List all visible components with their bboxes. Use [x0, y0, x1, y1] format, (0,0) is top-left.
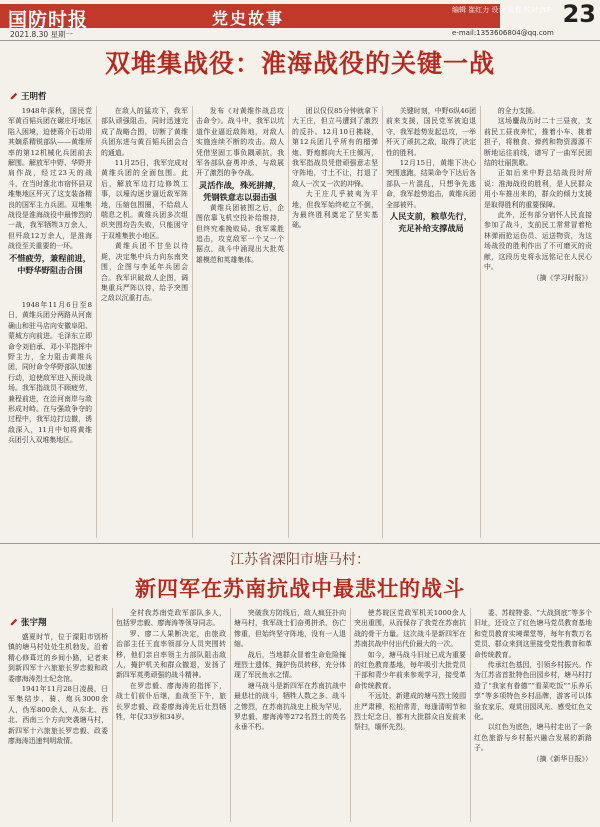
column-divider — [350, 608, 351, 822]
paragraph: 黄维兵团被围之后，企图依靠飞机空投补给维持，但终究难挽败局。我军乘胜追击，攻克敌军一个又一个据点，战斗中涌现出大批英雄模范和英雄集体。 — [196, 203, 284, 264]
article1-source: （摘《学习时报》） — [532, 273, 592, 282]
paper-name: 国防时报 — [8, 9, 89, 31]
paragraph: 以红色为底色，塘马村走出了一条红色旅游与乡村振兴融合发展的新路子。 — [474, 723, 592, 753]
article1-column-4 — [292, 106, 378, 538]
paragraph: 这场鏖战历时二十三昼夜，支前民工昼夜奔忙，推着小车、挑着担子，将粮食、弹药和物资源源不断地运往前线，谱写了一曲军民团结的壮丽凯歌。 — [484, 117, 592, 168]
column-divider — [230, 608, 231, 822]
section-title: 党史故事 — [212, 9, 285, 28]
article2-column-5 — [474, 608, 592, 822]
column-divider — [480, 106, 481, 538]
column-divider — [192, 106, 193, 538]
article2-author: 张宇翔 — [21, 618, 47, 628]
article2-column-1 — [8, 632, 108, 822]
article1-column-1 — [8, 106, 92, 286]
article2-source: （摘《新华日报》） — [532, 754, 592, 763]
article2-title: 新四军在苏南抗战中最悲壮的战斗 — [135, 577, 465, 601]
article2-kicker: 江苏省溧阳市塘马村： — [230, 552, 370, 568]
paragraph: 1941年11月28日凌晨，日军集结步、骑、炮兵3000余人，伪军800余人，从东北、西北、西南三个方向突袭塘马村，新四军十六旅旅长罗忠毅、政委廖海涛迅速判明敌情。 — [8, 685, 108, 746]
paragraph: 1948年深秋，国民党军黄百韬兵团在碾庄圩地区陷入困境，迫使蒋介石动用其嫡系精锐部队——黄维所率的第12机械化兵团前去解围。解放军中野、华野并肩作战，经过23天的战斗，在当时淮北市宿怀县双堆集地区歼灭了这支装备精良的国军主力兵团。双堆集战役是淮海战役中最惨烈的一战，我军牺牲3万余人，但歼敌12万余人，是淮海战役至关重要的一环。 — [8, 107, 92, 251]
paragraph: 不远处，新建成的塘马烈士陵园庄严肃穆，松柏常青，每逢清明节和烈士纪念日，都有大批群众自发前来祭扫，缅怀先烈。 — [354, 692, 466, 732]
article-separator — [0, 543, 600, 544]
column-divider — [382, 106, 383, 538]
paragraph: 在罗忠毅、廖海涛的指挥下，战士们前仆后继，血战至下午，旅长罗忠毅、政委廖海涛先后壮烈牺牲，年仅33岁和34岁。 — [116, 681, 226, 722]
article1-subhead-1: 不惜疲劳，兼程前进，中野华野阻击合围 — [9, 252, 91, 275]
paragraph: 委、苏皖特委、“大战到底”等多个旧址，还设立了红色塘马党员教育基地和党员教育实境课堂等，每年有数万名党员、群众来到这里接受党性教育和革命传统教育。 — [474, 609, 592, 659]
column-divider — [288, 106, 289, 538]
paragraph: 的全力支援。 — [497, 107, 540, 115]
paragraph: 此外，还有部分宿怀人民直接参加了战斗，支前民工常常冒着枪林弹雨抢运伤员、运送物资，为这场战役的胜利作出了不可磨灭的贡献，这段历史将永远铭记在人民心中。 — [484, 211, 592, 272]
pen-icon — [10, 92, 18, 100]
article2-column-2 — [116, 608, 226, 822]
article1-column-2 — [101, 106, 188, 538]
article2-column-4 — [354, 608, 466, 822]
paragraph: 突破我方防线后，敌人疯狂扑向塘马村，我军战士们奋勇拼杀，伤亡惨重，但始终坚守阵地，没有一人退缩。 — [234, 609, 346, 649]
article1-subhead-2: 灵活作战，殊死拼搏，凭钢铁意志以弱击强 — [199, 179, 281, 202]
paragraph: 发布《对黄维作战总攻击命令》。战斗中，我军以坑道作业逼近敌阵地，对敌人实施连续不断的攻击。敌人凭借坚固工事负隅顽抗，我军各部队奋勇冲杀，与敌展开了激烈的争夺战。 — [196, 107, 284, 178]
article1-column-5 — [386, 106, 476, 538]
article1-column-1b — [8, 300, 92, 538]
paragraph: 使苏皖区党政军机关1000余人突出重围，从而保存了我党在苏南抗战的骨干力量。这次战斗是新四军在苏南抗战中付出代价最大的一次。 — [354, 609, 466, 649]
paragraph: 黄维兵团不甘坐以待毙，决定集中兵力向东南突围，企图与李延年兵团会合。我军识破敌人企图，调集重兵严阵以待，给予突围之敌以沉重打击。 — [101, 242, 188, 303]
paragraph: 1948年11月6日至8日，黄维兵团分两路从河南确山和驻马店向安徽阜阳、蒙城方向前进。毛泽东立即命令刘伯承、邓小平指挥中野主力，全力阻击黄维兵团，同时命令华野部队加速行动，迫使敌军进入预设战场。我军指战员不顾疲劳，兼程前进，在浍河南岸与敌形成对峙。在与强敌争夺的过程中，我军边打边撤，诱敌深入，11月中旬将黄维兵团引入双堆集地区。 — [8, 301, 92, 445]
paragraph: 关键时刻，中野6纵46团前来支援，国民党军被迫退守，我军趁势发起总攻，一举歼灭了顽抗之敌，取得了决定性的胜利。 — [386, 107, 476, 157]
column-divider — [470, 608, 471, 822]
paragraph: 12月15日，黄维下决心突围逃跑，结果命令下达后各部队一片混乱，只想争先逃命，我军趁势追击，黄维兵团全部被歼。 — [386, 159, 476, 209]
article1-column-6 — [484, 106, 592, 538]
article2-byline — [10, 616, 47, 628]
pen-icon — [10, 618, 18, 626]
contact-email: e-mail:1353606804@qq.com — [452, 29, 554, 37]
paragraph: 盛夏时节，位于溧阳市别桥镇的塘马村处处生机勃发。沿着精心修葺过的乡间小路，记者来到新四军十六旅旅长罗忠毅和政委廖海涛烈士纪念馆。 — [8, 633, 108, 683]
column-divider — [112, 608, 113, 822]
article1-byline — [10, 90, 47, 102]
paragraph: 战后，当地群众冒着生命危险掩埋烈士遗体，掩护伤员转移，充分体现了军民鱼水之情。 — [234, 650, 346, 680]
article1-column-3 — [196, 106, 284, 538]
article2-column-3 — [234, 608, 346, 822]
paragraph: 罗、廖二人果断决定，由旅政治部主任王直率领部分人员突围转移，他们亲自率领主力部队阻击敌人，掩护机关和群众撤退，发扬了新四军英勇顽强的战斗精神。 — [116, 629, 226, 680]
paragraph: 在敌人的猛攻下，我军部队顽强阻击，同时迅速完成了战略合围，切断了黄维兵团东进与黄百韬兵团会合的通道。 — [101, 107, 188, 157]
paragraph: 塘马战斗是新四军在苏南抗战中最悲壮的战斗，牺牲人数之多、战斗之惨烈，在苏南抗战史上极为罕见，罗忠毅、廖海涛等272名烈士的英名永垂不朽。 — [234, 681, 346, 732]
column-divider — [96, 106, 97, 538]
paragraph: 正如后来中野总结战役时所说：淮海战役的胜利，是人民群众用小车推出来的，群众的倾力支援是取得胜利的重要保障。 — [484, 169, 592, 209]
page-number: 23 — [562, 0, 596, 28]
article1-title: 双堆集战役：淮海战役的关键一战 — [104, 49, 495, 78]
paragraph: 如今，塘马战斗旧址已成为重要的红色教育基地，每年吸引大批党员干部和青少年前来参观学习，接受革命传统教育。 — [354, 650, 466, 690]
paragraph: 全村我苏南党政军部队多人，包括罗忠毅、廖海涛等领导同志。 — [116, 609, 226, 628]
masthead — [0, 0, 600, 40]
paragraph: 大王庄几乎被夷为平地，但我军始终屹立不倒，为最终胜利奠定了坚实基础。 — [292, 190, 378, 230]
masthead-rule — [0, 40, 600, 41]
paragraph: 11月25日，我军完成对黄维兵团的全面包围。此后，解放军边打边修筑工事，以壕沟逐步逼近敌军阵地，压缩包围圈，不给敌人喘息之机。黄维兵团多次组织突围均告失败，只能困守于双堆集狭小地区。 — [101, 159, 188, 240]
article1-subhead-3: 人民支前，粮草先行，充足补给支撑战局 — [390, 211, 472, 234]
editor-credits: 编辑 崔红力 设计 吴哲 校对 JY.F — [452, 6, 552, 14]
issue-date: 2021.8.30 星期一 — [10, 30, 74, 39]
article1-author: 王明哲 — [21, 92, 47, 102]
paragraph: 传承红色基因，引领乡村振兴。作为江苏省首批特色田园乡村，塘马村打造了“我家有眷德”“看菜吃饭”“乐养乐享”等多项特色乡村品牌，游客可以体验农家乐、观赏田园风光、感受红色文化。 — [474, 661, 592, 722]
paragraph: 团以仅仅85分钟就拿下大王庄，但立马遭到了激烈的反扑。12月10日拂晓，第12兵团几乎所有的榴弹炮、野炮都向大王庄倾泻，我军指战员凭借顽强意志坚守阵地，寸土不让，打退了敌人一次又一次的冲锋。 — [292, 107, 378, 188]
